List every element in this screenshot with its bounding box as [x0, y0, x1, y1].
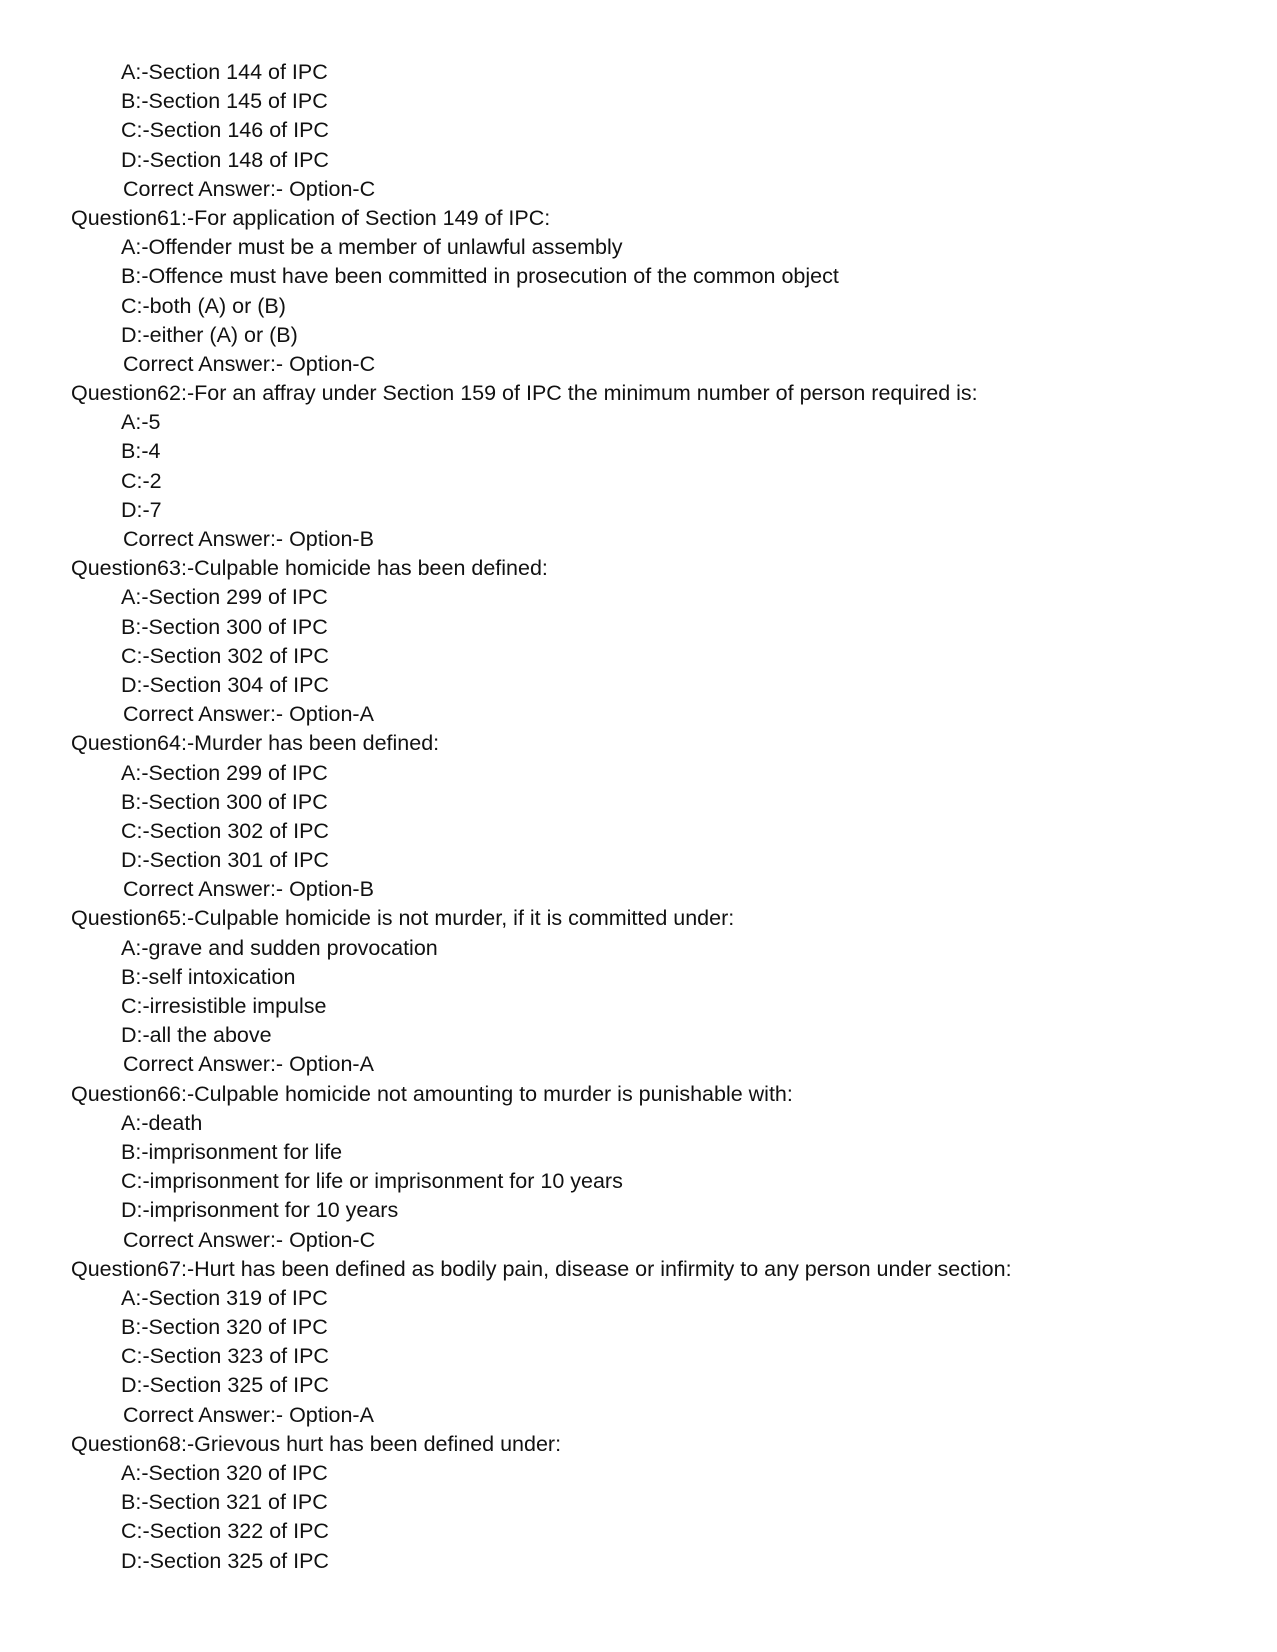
correct-answer: Correct Answer:- Option-C: [123, 1227, 376, 1252]
question-block-66: [0, 1080, 1277, 1255]
option-b: B:-imprisonment for life: [121, 1139, 343, 1164]
option-d: D:-Section 325 of IPC: [121, 1548, 329, 1573]
question-block-68: [0, 1430, 1277, 1576]
option-c: C:-both (A) or (B): [121, 293, 286, 318]
option-c: C:-2: [121, 468, 162, 493]
correct-answer: Correct Answer:- Option-B: [123, 527, 374, 551]
option-b: B:-Section 145 of IPC: [121, 89, 328, 114]
option-d: D:-7: [121, 497, 162, 522]
question-block-63: [0, 554, 1277, 729]
correct-answer: Correct Answer:- Option-A: [123, 702, 374, 727]
document-page: [0, 58, 1277, 1576]
correct-answer: Correct Answer:- Option-B: [123, 877, 374, 902]
option-a: A:-Section 319 of IPC: [121, 1285, 328, 1310]
question-text: Question63:-Culpable homicide has been defined:: [71, 556, 548, 581]
question-block-67: [0, 1255, 1277, 1430]
option-c: C:-Section 302 of IPC: [121, 818, 329, 843]
option-d: D:-imprisonment for 10 years: [121, 1198, 399, 1223]
question-text: Question65:-Culpable homicide is not murder, if it is committed under:: [71, 906, 735, 931]
option-c: C:-Section 146 of IPC: [121, 118, 329, 143]
option-a: A:-Section 320 of IPC: [121, 1461, 328, 1485]
question-text: Question68:-Grievous hurt has been defined under:: [71, 1431, 562, 1456]
option-a: A:-grave and sudden provocation: [121, 935, 438, 960]
option-a: A:-Offender must be a member of unlawful assembly: [121, 235, 623, 260]
option-d: D:-all the above: [121, 1023, 272, 1048]
question-text: Question67:-Hurt has been defined as bodily pain, disease or infirmity to any person under section:: [71, 1256, 1012, 1281]
option-b: B:-Offence must have been committed in prosecution of the common object: [121, 264, 839, 289]
question-block-continued: [0, 58, 1277, 204]
option-b: B:-Section 320 of IPC: [121, 1315, 328, 1340]
option-b: B:-4: [121, 439, 161, 464]
option-d: D:-Section 304 of IPC: [121, 672, 329, 697]
option-d: D:-Section 148 of IPC: [121, 147, 329, 172]
correct-answer: Correct Answer:- Option-A: [123, 1402, 374, 1427]
option-d: D:-Section 301 of IPC: [121, 848, 329, 873]
option-a: A:-5: [121, 410, 161, 435]
option-b: B:-self intoxication: [121, 964, 296, 989]
question-block-62: [0, 379, 1277, 554]
option-b: B:-Section 300 of IPC: [121, 614, 328, 639]
option-c: C:-Section 302 of IPC: [121, 643, 329, 668]
option-c: C:-imprisonment for life or imprisonment for 10 years: [121, 1169, 623, 1194]
question-text: Question61:-For application of Section 149 of IPC:: [71, 205, 551, 230]
option-a: A:-Section 299 of IPC: [121, 760, 328, 785]
question-text: Question64:-Murder has been defined:: [71, 731, 440, 756]
correct-answer: Correct Answer:- Option-C: [123, 176, 376, 201]
option-b: B:-Section 321 of IPC: [121, 1490, 328, 1515]
question-text: Question66:-Culpable homicide not amounting to murder is punishable with:: [71, 1081, 793, 1106]
option-c: C:-irresistible impulse: [121, 994, 327, 1018]
correct-answer: Correct Answer:- Option-C: [123, 351, 376, 376]
option-a: A:-Section 299 of IPC: [121, 585, 328, 610]
option-a: A:-death: [121, 1110, 203, 1135]
question-block-65: [0, 904, 1277, 1079]
option-c: C:-Section 323 of IPC: [121, 1344, 329, 1369]
option-c: C:-Section 322 of IPC: [121, 1519, 329, 1544]
question-block-64: [0, 729, 1277, 904]
question-block-61: [0, 204, 1277, 379]
option-d: D:-Section 325 of IPC: [121, 1373, 329, 1398]
option-b: B:-Section 300 of IPC: [121, 789, 328, 814]
option-d: D:-either (A) or (B): [121, 322, 298, 347]
correct-answer: Correct Answer:- Option-A: [123, 1052, 374, 1077]
option-a: A:-Section 144 of IPC: [121, 60, 328, 84]
question-text: Question62:-For an affray under Section 159 of IPC the minimum number of person required is:: [71, 381, 978, 406]
